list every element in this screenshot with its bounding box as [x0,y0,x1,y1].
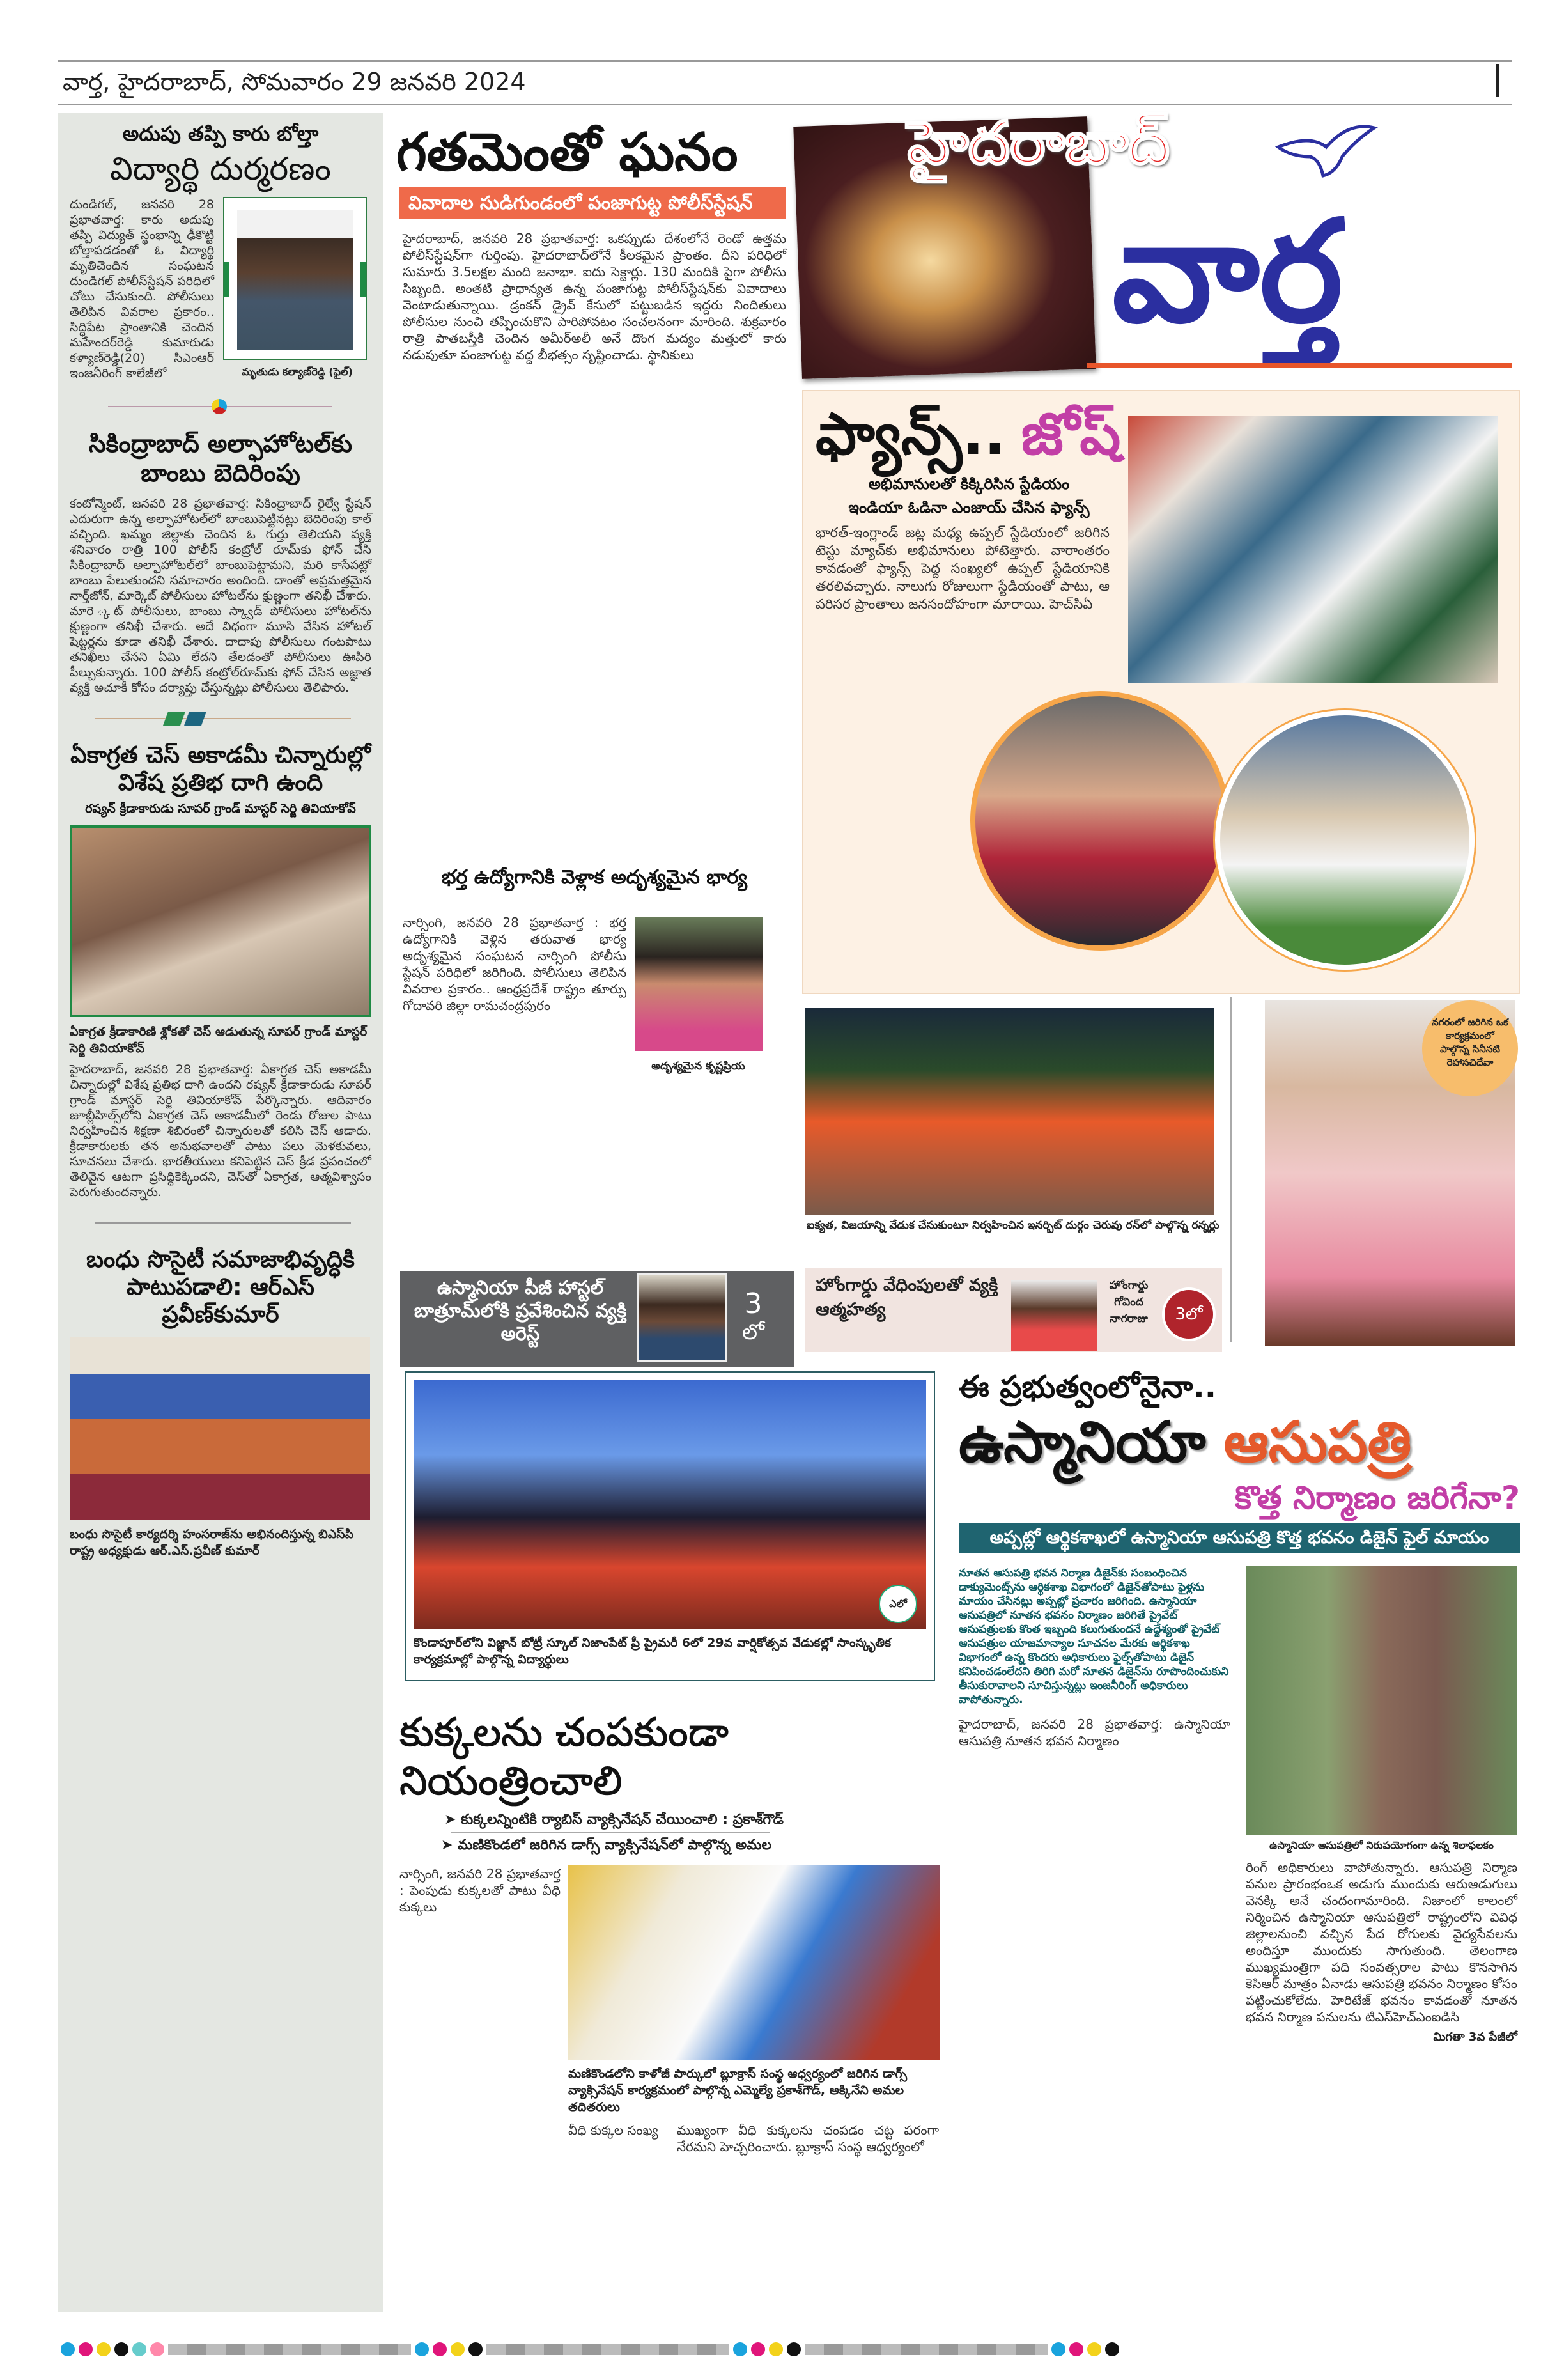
dance-photo [414,1380,926,1629]
osmania-pg-box[interactable] [400,1271,794,1367]
homeguard-photo-label: హోంగార్డు గోవింద నాగరాజు [1109,1279,1149,1325]
osmania-content-row [959,1566,1520,2046]
dogs-body-left: నార్సింగి, జనవరి 28 ప్రభాతవార్త : పెంపుడు కుక్కలతో పాటు వీధి కుక్కలు [399,1866,561,1915]
left-column [58,113,383,2312]
homeguard-page-ref: 3లో [1162,1287,1216,1341]
top-rule [58,60,1512,62]
fans-headline [816,400,1122,470]
bullet-text: కుక్కలన్నింటికి ర్యాబిస్ వ్యాక్సినేషన్ చేయించాలి : ప్రకాశ్‌గౌడ్ [461,1812,784,1828]
cricket-circle-photo [1215,710,1475,970]
color-registration-bar [61,2340,1512,2359]
student-photo [223,197,367,360]
osmania-right-col [1246,1566,1517,2046]
logo-name: వార్త [1112,190,1343,354]
osmania-banner: అప్పట్లో ఆర్థికశాఖలో ఉస్మానియా ఆసుపత్రి కొత్త భవనం డిజైన్ ఫైల్ మాయం [959,1523,1520,1553]
fans-sub1: అభిమానులతో కిక్కిరిసిన స్టేడియం [868,475,1070,493]
osmania-photo-caption: ఉస్మానియా ఆసుపత్రిలో నిరుపయోగంగా ఉన్న శిలాఫలకం [1269,1839,1494,1851]
osmania-highlight: నూతన ఆసుపత్రి భవన నిర్మాణ డిజైన్‌కు సంబంధించిన డాక్యుమెంట్స్‌ను ఆర్థికశాఖ విభాగంలో డిజైన్‌తోపాటు ఫైళ్లను మాయం చేసినట్లు అప్పట్లో ప్రచారం జరిగింది. ఉస్మానియా ఆసుపత్రిలో నూతన భవనం నిర్మాణం జరిగితే ప్రైవేట్ ఆసుపత్రులకు కొంత ఇబ్బంది కలుగుతుందనే ఉద్దేశ్యంతో ప్రైవేట్ ఆసుపత్రుల యాజమాన్యాల సూచనల మేరకు ఆర్థికశాఖ విభాగంలో ఉన్న కొందరు అధికారులు ఫైల్స్‌తోపాటు డిజైన్ కనిపించడంలేదని తిరిగి మరో నూతన డిజైన్‌ను రూపొందించుకుని తీసుకురావాలని సూచిస్తున్నట్లు ఇంజనీరింగ్ అధికారులు వాపోతున్నారు. [959,1567,1229,1706]
story3-subhead: రష్యన్ క్రీడాకారుడు సూపర్ గ్రాండ్ మాస్టర్ సెర్జి తివియాకోవ్ [85,801,356,816]
logo-underline [1087,363,1512,368]
story2-headline: సికింద్రాబాద్ అల్ఫాహోటల్‌కు బాంబు బెదిరింపు [88,430,353,487]
wife-body: నార్సింగి, జనవరి 28 ప్రభాతవార్త : భర్త ఉద్యోగానికి వెళ్లిన తరువాత భార్య అదృశ్యమైన సంఘటన నార్సింగి పోలీసు స్టేషన్ పరిధిలో జరిగింది. పోలీసులు తెలిపిన వివరాల ప్రకారం.. ఆంధ్రప్రదేశ్ రాష్ట్రం తూర్పు గోదావరి జిల్లా రామచంద్రపురం [403,915,626,1013]
divider [70,704,371,733]
osmania-headline-a: ఉస్మానియా [959,1409,1206,1475]
page-ref [742,1287,764,1346]
award-photo [70,1337,370,1520]
missing-woman-photo [635,917,763,1051]
osmania-kicker: ఈ ప్రభుత్వంలోనైనా.. [959,1369,1216,1405]
dogs-bullet-1: ➤ కుక్కలన్నింటికి ర్యాబిస్ వ్యాక్సినేషన్ చేయించాలి : ప్రకాశ్‌గౌడ్ [444,1812,784,1828]
dogs-content-row [399,1865,949,2155]
story1-photo-block [223,197,371,380]
osmania-body-col1: హైదరాబాద్, జనవరి 28 ప్రభాతవార్త: ఉస్మానియా ఆసుపత్రి నూతన భవన నిర్మాణం [959,1716,1230,1748]
divider-ornament-icon [163,712,206,726]
fans-circle-photo [970,691,1230,951]
fans-headline-b: జోష్ [1021,401,1121,468]
fans-sub2: ఇండియా ఓడినా ఎంజాయ్ చేసిన ఫ్యాన్స్ [848,498,1090,517]
story1-kicker: అదుపు తప్పి కారు బోల్తా [122,121,319,146]
page-ref-number: 3 [744,1287,763,1320]
page-ref-suffix: లో [742,1319,764,1345]
lead-headline: గతమెంతో ఘనం [396,122,738,183]
dogs-headline: కుక్కలను చంపకుండా నియంత్రించాలి [399,1709,729,1804]
divider [1230,997,1232,1342]
marathon-photo [805,1008,1214,1215]
story1-photo-caption: మృతుడు కల్యాణ్‌రెడ్డి (ఫైల్) [242,366,353,378]
dogs-bullet-2: ➤ మణికొండలో జరిగిన డాగ్స్ వ్యాక్సినేషన్‌లో పాల్గొన్న అమల [441,1837,772,1853]
story4-headline: బంధు సొసైటీ సమాజాభివృద్ధికి పాటుపడాలి: ఆర్‌ఎస్ ప్రవీణ్‌కుమార్ [86,1246,355,1328]
homeguard-photo [1011,1280,1097,1351]
fans-headline-a: ఫ్యాన్స్.. [816,401,1006,468]
continued-note: మిగతా 3వ పేజీలో [1433,2030,1517,2044]
story1-row [70,197,371,381]
dogs-photo-caption: మణికొండలోని కాళోజీ పార్కులో బ్లూక్రాస్ సంస్థ ఆధ్వర్యంలో జరిగిన డాగ్స్ వ్యాక్సినేషన్ కార్యక్రమంలో పాల్గొన్న ఎమ్మెల్యే ప్రకాశ్‌గౌడ్, అక్కినేని అమల తదితరులు [568,2067,908,2114]
header-rule [58,104,1512,105]
dogs-body-row [568,2122,944,2155]
divider-ornament-icon [212,399,227,414]
lead-body: హైదరాబాద్, జనవరి 28 ప్రభాతవార్త: ఒకప్పుడు దేశంలోనే రెండో ఉత్తమ పోలీస్‌స్టేషన్‌గా గుర్తింపు. హైదరాబాద్‌లోనే కీలకమైన ప్రాంతం. దీని పరిధిలో సుమారు 3.5లక్షల మంది జనాభా. ఐదు సెక్టార్లు. 130 మందికి పైగా పోలీసు సిబ్బంది. అంతటి ప్రాధాన్యత ఉన్న పంజాగుట్ట పోలీస్‌స్టేషన్‌కు వివాదాలు వెంటాడుతున్నాయి. డ్రంకన్ డ్రైవ్ కేసులో పట్టుబడిన ఇద్దరు నిందితులు పోలీసుల నుంచి తప్పించుకొని పారిపోవటం సంచలనంగా మారింది. శుక్రవారం రాత్రి పాతబస్తీకి చెందిన అమీర్‌అలీ అనే దొంగ మద్యం మత్తులో కారు నడుపుతూ పంజాగుట్ట వద్ద బీభత్సం సృష్టించాడు. స్థానికులు [403,231,786,362]
homeguard-headline: హోంగార్డు వేధింపులతో వ్యక్తి ఆత్మహత్య [816,1275,998,1319]
story1-headline: విద్యార్థి దుర్మరణం [110,150,331,188]
dove-icon [1272,121,1381,179]
chess-photo [70,825,371,1017]
osmania-headline-c: కొత్త నిర్మాణం జరిగేనా? [1234,1479,1520,1516]
bullet-text: మణికొండలో జరిగిన డాగ్స్ వ్యాక్సినేషన్‌లో పాల్గొన్న అమల [458,1837,772,1853]
story3-headline: ఏకాగ్రత చెస్ అకాడమీ చిన్నారుల్లో విశేష ప్రతిభ దాగి ఉంది [70,742,371,796]
divider [70,393,371,421]
fans-body: భారత్-ఇంగ్లాండ్ జట్ల మధ్య ఉప్పల్ స్టేడియంలో జరిగిన టెస్టు మ్యాచ్‌కు అభిమానులు పోటెత్తారు. వారాంతరం కావడంతో ఫ్యాన్స్ పెద్ద సంఖ్యలో ఉప్పల్ స్టేడియానికి తరలివచ్చారు. నాలుగు రోజులుగా స్టేడియంతో పాటు, ఆ పరిసర ప్రాంతాలు జనసందోహంగా మారాయి. హెచ్‌సిఏ [816,524,1110,612]
homeguard-box[interactable] [805,1268,1222,1352]
dance-photo-box [405,1371,935,1681]
wife-photo-caption: అదృశ్యమైన కృష్ణప్రియ [651,1060,745,1073]
wife-headline: భర్త ఉద్యోగానికి వెళ్లాక అదృశ్యమైన భార్య [442,866,747,889]
divider [451,1832,770,1833]
osmania-headline-b: ఆసుపత్రి [1223,1409,1412,1475]
divider [70,1209,371,1237]
dogs-story [399,1708,949,2155]
fans-section [802,390,1520,994]
dogs-body-col2: ముఖ్యంగా వీధి కుక్కలను చంపడం చట్ట పరంగా నేరమని హెచ్చరించారు. బ్లూక్రాస్ సంస్థ ఆధ్వర్యంలో [677,2122,939,2154]
dance-badge: ఎలో [879,1585,917,1623]
page-marker [1496,64,1499,97]
story3-photo-caption: ఏకాగ్రత క్రీడాకారిణి శ్లోకతో చెస్ ఆడుతున్న సూపర్ గ్రాండ్ మాస్టర్ సెర్జి తివియాకోవ్ [70,1024,368,1055]
crowd-photo [1128,416,1498,683]
lead-banner: వివాదాల సుడిగుండంలో పంజాగుట్ట పోలీస్‌స్టేషన్ [399,187,786,219]
marathon-caption: ఐక్యత, విజయాన్ని వేడుక చేసుకుంటూ నిర్వహించిన ఇనర్బిట్ దుర్గం చెరువు రన్‌లో పాల్గొన్న రన్నర్లు [807,1219,1219,1232]
actress-badge: నగరంలో జరిగిన ఒక కార్యక్రమంలో పాల్గొన్న సినీనటి రెహాసచిదేవా [1422,1000,1518,1096]
accused-photo [637,1273,727,1362]
story2-body: కంటోన్మెంట్, జనవరి 28 ప్రభాతవార్త: సికింద్రాబాద్ రైల్వే స్టేషన్ ఎదురుగా ఉన్న అల్ఫాహోటల్‌లో బాంబుపెట్టినట్లు బెదిరింపు కాల్ వచ్చింది. ఖమ్మం జిల్లాకు చెందిన ఓ గుర్తు తెలియని వ్యక్తి శనివారం రాత్రి 100 పోలీస్ కంట్రోల్ రూమ్‌కు ఫోన్ చేసి సికింద్రాబాద్ అల్ఫాహోటల్‌లో బాంబుపెట్టామని, మరి కాసేపట్లో బాంబు పేలుతుందని సమాచారం అందింది. దాంతో అప్రమత్తమైన నార్త్‌జోన్, మార్కెట్ పోలీసులు హోటల్‌ను క్షుణ్ణంగా తనిఖీ చేశారు. మారె ్కట్ పోలీసులు, బాంబు స్క్వాడ్ పోలీసులు హోటల్‌ను క్షుణ్ణంగా తనిఖీ చేశారు. అదే విధంగా మూసి వేసిన హోటల్ షెట్టర్లను కూడా తనిఖీ చేశారు. దాదాపు పోలీసులు గంటపాటు తనిఖీలు చేసని ఏమి లేదని తేలడంతో పోలీసులు ఊపిరి పీల్చుకున్నారు. 100 పోలీస్ కంట్రోల్‌రూమ్‌కు ఫోన్ చేసిన అజ్ఞాత వ్యక్తి అచూకీ కోసం దర్యాప్తు చేస్తున్నట్లు పోలీసులు తెలిపారు. [70,496,371,695]
dogs-vaccination-photo [568,1865,940,2060]
osmania-body-col2: రింగ్ అధికారులు వాపోతున్నారు. ఆసుపత్రి నిర్మాణ పనుల ప్రారంభంఒక అడుగు ముందుకు ఆరుఆడుగులు వెనక్కి అనే చందంగామారింది. నిజాంలో కాలంలో నిర్మించిన ఉస్మానియా ఆసుపత్రిలో రాష్ట్రంలోని వివిధ జిల్లాలనుంచి వచ్చిన పేద రోగులకు వైద్యసేవలను అందిస్తూ ముందుకు సాగుతుంది. తెలంగాణ ముఖ్యమంత్రిగా పది సంవత్సరాల పాటు కొనసాగిన కెసిఆర్ మాత్రం ఏనాడు ఆసుపత్రి భవనం నిర్మాణం కోసం పట్టించుకోలేదు. హెరిటేజ్ భవనం కావడంతో నూతన భవన నిర్మాణ పనులను టిఎస్‌హెచ్ఎంఐడిసి [1246,1860,1517,2025]
dogs-body-col1: వీధి కుక్కల సంఖ్య [568,2122,658,2138]
osmania-left-col [959,1566,1230,1749]
story1-body: దుండిగల్, జనవరి 28 ప్రభాతవార్త: కారు అదుపు తప్పి విద్యుత్ స్థంభాన్ని ఢీకొట్టి బోల్తాపడడంతో ఓ విద్యార్థి మృతిచెందిన సంఘటన దుండిగల్ పోలీస్‌స్టేషన్ పరిధిలో చోటు చేసుకుంది. పోలీసులు తెలిపిన వివరాల ప్రకారం.. సిద్ధిపేట ప్రాంతానికి చెందిన మహేందర్‌రెడ్డి కుమారుడు కళ్యాణ్‌రెడ్డి(20) సిఎంఆర్ ఇంజనీరింగ్ కాలేజీలో [70,198,214,381]
fans-text-block [816,400,1122,613]
logo-city: హైదరాబాద్ [908,109,1170,177]
story4-photo-caption: బంధు సొసైటీ కార్యదర్శి హంసరాజ్‌ను అభినందిస్తున్న బిఎస్‌పి రాష్ట్ర అధ్యక్షుడు ఆర్.ఎస్.ప్రవీణ్ కుమార్ [70,1527,354,1559]
dogs-right-block [568,1865,944,2155]
osmania-story [959,1368,1520,2046]
dateline: వార్త, హైదరాబాద్, సోమవారం 29 జనవరి 2024 [63,68,526,96]
story3-body: హైదరాబాద్, జనవరి 28 ప్రభాతవార్త: ఏకాగ్రత చెస్ అకాడమీ చిన్నారుల్లో విశేష ప్రతిభ దాగి ఉందని రష్యన్ క్రీడాకారుడు సూపర్ గ్రాండ్ మాస్టర్ సెర్జి తివియాకోవ్ పేర్కొన్నారు. ఆదివారం జూబ్లీహిల్స్‌లోని ఏకాగ్రత చెస్ అకాడమీలో రెండు రోజుల పాటు నిర్వహించిన శిక్షణా శిబిరంలో చిన్నారులతో కలిసి చెస్ ఆడారు. క్రీడాకారులకు తన అనుభవాలతో పాటు పలు మెళకువలు, సూచనలు చేశారు. భారతీయులు కనిపెట్టిన చెస్ క్రీడ ప్రపంచంలో తెలివైన ఆటగా ప్రసిద్ధికెక్కిందని, చెస్‌తో ఏకాగ్రత, ఆత్మవిశ్వాసం పెరుగుతుందన్నారు. [70,1062,371,1199]
osmania-plaque-photo [1246,1566,1517,1835]
dance-caption: కొండాపూర్‌లోని విజ్ఞాన్ బోట్రీ స్కూల్ నిజాంపేట్ ప్రీ ప్రైమరీ 6లో 29వ వార్షికోత్సవ వేడుకల్లో సాంస్కృతిక కార్యక్రమాల్లో పాల్గొన్న విద్యార్థులు [414,1636,892,1667]
osmania-headline [959,1409,1520,1475]
osmania-pg-headline: ఉస్మానియా పీజీ హాస్టల్ బాత్రూమ్‌లోకి ప్రవేశించిన వ్యక్తి అరెస్ట్ [414,1277,627,1344]
